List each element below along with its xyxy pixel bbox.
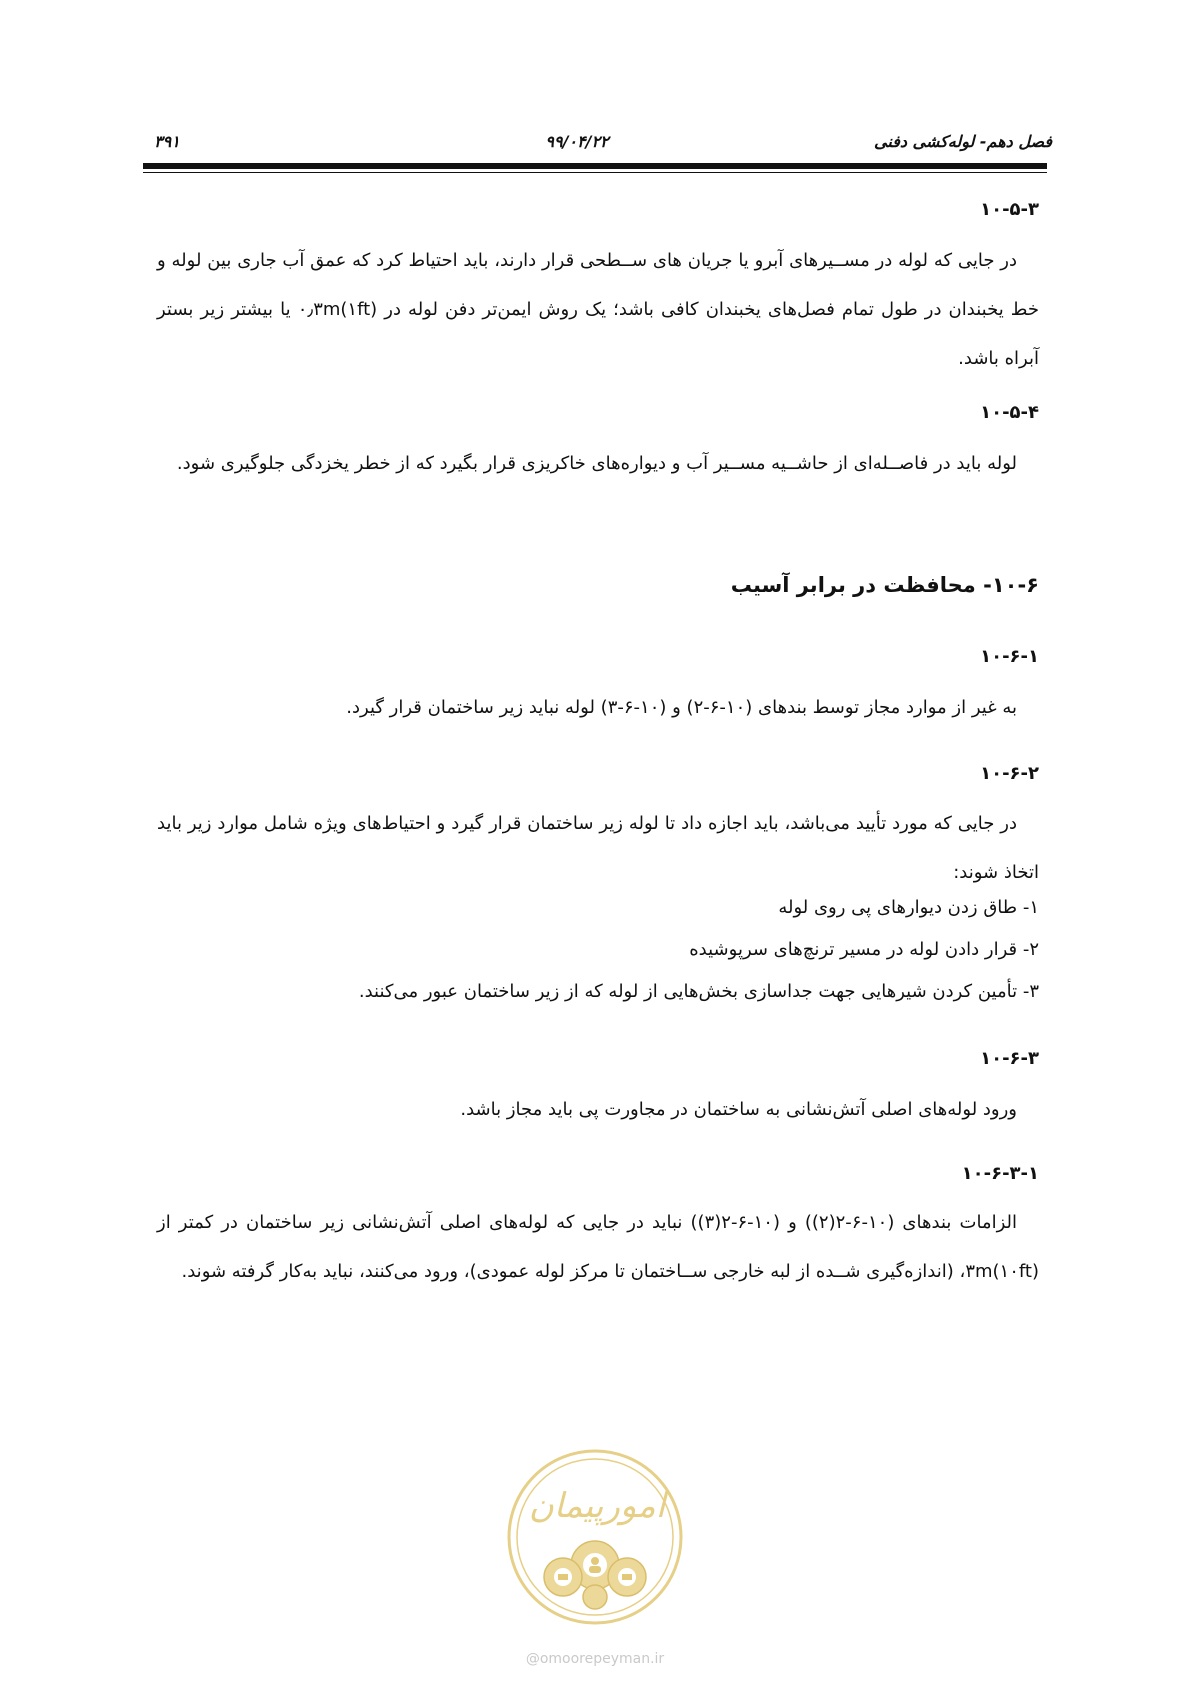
clause-number-10-6-2: ۱۰-۶-۲ (980, 763, 1039, 784)
header-rule-thick (143, 163, 1047, 169)
clause-number-10-5-3: ۱۰-۵-۳ (980, 199, 1039, 220)
list-item: ۱- طاق زدن دیوارهای پی روی لوله (778, 897, 1039, 918)
clause-number-10-6-3-1: ۱۰-۶-۳-۱ (961, 1163, 1039, 1184)
header-rule-thin (143, 172, 1047, 173)
clause-text-10-6-2: در جایی که مورد تأیید می‌باشد، باید اجازه داد تا لوله زیر ساختمان قرار گیرد و احتیاط‌های ویژه شامل موارد زیر باید اتخاذ شوند: (157, 813, 1039, 883)
clause-text-10-6-3-1: الزامات بندهای (۱۰-۶-۲(۲)) و (۱۰-۶-۲(۳)) نباید در جایی که لوله‌های اصلی آتش‌نشانی زیر ساختمان در کمتر از ۳m(۱۰ft)، (اندازه‌گیری شــده از لبه خارجی ســاختمان تا مرکز لوله عمودی)، ورود می‌کنند، نباید به‌کار گرفته شوند. (157, 1212, 1039, 1282)
clause-number-10-6-1: ۱۰-۶-۱ (980, 646, 1039, 667)
clause-text-10-6-3: ورود لوله‌های اصلی آتش‌نشانی به ساختمان در مجاورت پی باید مجاز باشد. (460, 1099, 1017, 1120)
header-date: ۹۹/۰۴/۲۲ (545, 132, 609, 151)
list-item: ۲- قرار دادن لوله در مسیر ترنچ‌های سرپوشیده (689, 939, 1039, 960)
clause-text-10-5-4: لوله باید در فاصــله‌ای از حاشــیه مســیر آب و دیواره‌های خاکریزی قرار بگیرد که از خطر یخزدگی جلوگیری شود. (176, 453, 1017, 474)
page-number: ۳۹۱ (154, 132, 180, 151)
svg-text:امورپیمان: امورپیمان (528, 1486, 666, 1526)
section-title-10-6: ۱۰-۶- محافظت در برابر آسیب (730, 573, 1039, 597)
clause-text-10-5-3: در جایی که لوله در مســیرهای آبرو یا جریان های ســطحی قرار دارند، باید احتیاط کرد که عمق آب جاری بین لوله و خط یخبندان در طول تمام فصل‌های یخبندان کافی باشد؛ یک روش ایمن‌تر دفن لوله در ۰٫۳m(۱ft) یا بیشتر زیر بستر آبراه باشد. (157, 250, 1039, 369)
watermark-url: @omoorepeyman.ir (525, 1651, 665, 1667)
chapter-title: فصل دهم- لوله‌کشی دفنی (874, 132, 1052, 151)
list-item: ۳- تأمین کردن شیرهایی جهت جداسازی بخش‌هایی از لوله که از زیر ساختمان عبور می‌کنند. (358, 981, 1039, 1002)
clause-number-10-5-4: ۱۰-۵-۴ (980, 402, 1039, 423)
seal-logo (505, 1447, 685, 1627)
clause-text-10-6-1: به غیر از موارد مجاز توسط بندهای (۱۰-۶-۲) و (۱۰-۶-۳) لوله نباید زیر ساختمان قرار گیرد. (346, 697, 1017, 718)
clause-number-10-6-3: ۱۰-۶-۳ (980, 1048, 1039, 1069)
